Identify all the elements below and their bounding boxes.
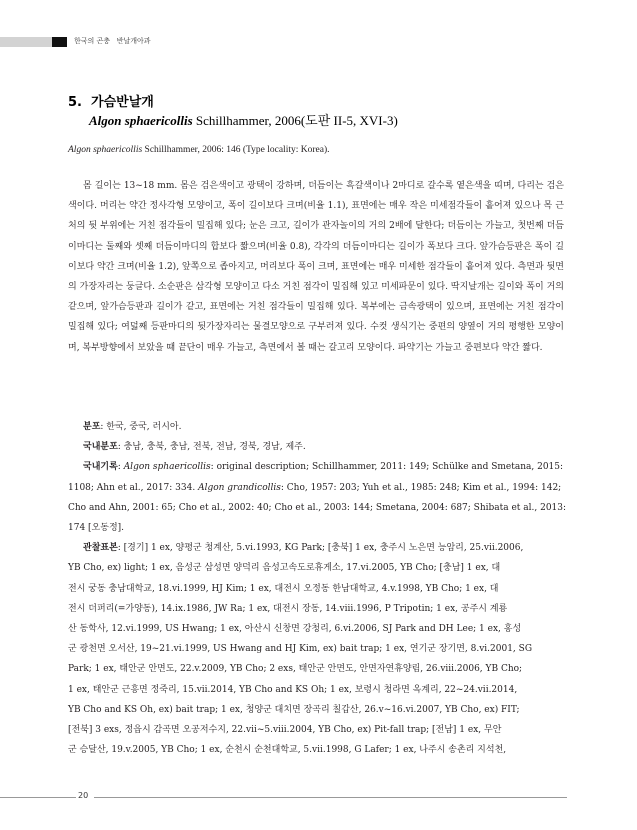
specimens-label: 관찰표본 xyxy=(83,543,118,554)
records-block xyxy=(68,417,567,760)
domestic-label: 국내분포 xyxy=(83,442,118,453)
description-block xyxy=(68,176,564,358)
running-head: 한국의 곤충 반날개아과 xyxy=(74,37,151,45)
specimens-text-1: : [경기] 1 ex, 양평군 청계산, 5.vi.1993, KG Park; [충북] 1 ex, 충주시 노은면 능암리, 25.vii.2006, xyxy=(117,543,524,554)
specimens-line: 1 ex, 태안군 근흥면 정죽리, 15.vii.2014, YB Cho and KS Oh; 1 ex, 보령시 청라면 옥계리, 22~24.vii.2014, xyxy=(68,684,518,695)
distribution-text: : 한국, 중국, 러시아. xyxy=(100,422,182,432)
domestic-distribution-line xyxy=(68,437,564,457)
specimens-line: Park; 1 ex, 태안군 안면도, 22.v.2009, YB Cho; 2 exs, 태안군 안면도, 안면자연휴양림, 26.viii.2006, YB Cho; xyxy=(68,664,523,675)
distribution-label: 분포 xyxy=(83,422,101,432)
distribution-line xyxy=(68,417,564,437)
citation-name: Algon sphaericollis xyxy=(68,145,143,155)
page-number: 20 xyxy=(76,791,94,800)
citation xyxy=(68,145,329,155)
scientific-name-line xyxy=(89,110,398,129)
header-gray-bar xyxy=(0,37,52,47)
specimens-line: 군 광천면 오서산, 19~21.vi.1999, US Hwang and HJ Kim, ex) bait trap; 1 ex, 연기군 장기면, 8.vi.2001, SG xyxy=(68,644,533,655)
records-text-2a: 1108; Ahn et al., 2017: 334. xyxy=(68,482,199,493)
records-label: 국내기록 xyxy=(83,462,118,473)
domestic-text: : 충남, 충북, 충남, 전북, 전남, 경북, 경남, 제주. xyxy=(117,442,306,453)
specimens-line: YB Cho, ex) light; 1 ex, 음성군 삼성면 양덕리 음성고속도로휴게소, 17.vi.2005, YB Cho; [충남] 1 ex, 대 xyxy=(68,563,501,574)
specimens-line: YB Cho and KS Oh, ex) bait trap; 1 ex, 청양군 대치면 장곡리 칠갑산, 26.v~16.vi.2007, YB Cho, ex) FIT; xyxy=(68,704,520,715)
description-paragraph: 몸 길이는 13~18 mm. 몸은 검은색이고 광택이 강하며, 더듬이는 흑갈색이나 2마디로 갈수록 옅은색을 띠며, 다리는 검은색이다. 머리는 약간 정사각형 모양이고, 폭이 길이보다 크며(비율 1.1), 표면에는 매우 작은 미세점각들이 흩어져 있으나 목 근처의 뒷 부위에는 거친 점각들이 밀집해 있다; 눈은 크고, 길이가 관자놀이의 거의 2배에 달한다; 더듬이는 가늘고, 첫번째 더듬이마디는 둘째와 셋째 더듬이마디의 합보다 짧으며(비율 0.8), 각각의 더듬이마디는 길이가 폭보다 크다. 앞가슴등판은 폭이 길이보다 약간 크며(비율 1.2), 앞쪽으로 좁아지고, 머리보다 폭이 크며, 표면에는 매우 미세한 점각들이 흩어져 있다. 측면과 뒷면의 가장자리는 둥글다. 소순판은 삼각형 모양이고 다소 거친 점각이 밀집해 있고 미세파문이 있다. 딱지날개는 길이와 폭이 거의 같으며, 앞가슴등판과 길이가 같고, 표면에는 거친 점각들이 밀집해 있다. 복부에는 금속광택이 있으며, 표면에는 거친 점각이 밀집해 있다; 여덟째 등판마디의 뒷가장자리는 물결모양으로 구부러져 있다. 수컷 생식기는 중편의 양옆이 거의 평행한 모양이며, 복부방향에서 보았을 때 끝단이 매우 가늘고, 측면에서 볼 때는 갈고리 모양이다. 파약기는 가늘고 중편보다 약간 짧다. xyxy=(68,181,564,353)
species-number: 5. xyxy=(68,95,82,110)
records-sep: : xyxy=(117,462,124,473)
author: Schillhammer, 2006 xyxy=(195,113,301,128)
specimens-line: 군 승달산, 19.v.2005, YB Cho; 1 ex, 순천시 순천대학교, 5.vii.1998, G Lafer; 1 ex, 나주시 송촌리 지석천, xyxy=(68,745,507,756)
records-line-4: 174 [오동정]. xyxy=(68,523,125,534)
specimens-line: 전시 더퍼리(=가양동), 14.ix.1986, JW Ra; 1 ex, 대전시 장동, 14.viii.1996, P Tripotin; 1 ex, 공주시 계룡 xyxy=(68,603,508,614)
records-line-1 xyxy=(68,457,564,477)
records-line-3: Cho and Ahn, 2001: 65; Cho et al., 2002: 40; Cho et al., 2003: 144; Smetana, 2004: 687; Shibata et al., 2013: xyxy=(68,502,567,513)
records-text-1: : original description; Schillhammer, 2011: 149; Schülke and Smetana, 2015: xyxy=(210,462,564,473)
specimens-line: 전시 궁동 충남대학교, 18.vi.1999, HJ Kim; 1 ex, 대전시 오정동 한남대학교, 4.v.1998, YB Cho; 1 ex, 대 xyxy=(68,583,499,594)
citation-rest: Schillhammer, 2006: 146 (Type locality: Korea). xyxy=(142,145,330,155)
records-name-2: Algon grandicollis xyxy=(198,482,281,493)
specimens-line-1 xyxy=(68,538,564,558)
korean-name: 가슴반날개 xyxy=(91,95,154,110)
header-black-block xyxy=(52,37,67,47)
records-line-2 xyxy=(68,478,564,498)
genus-name: Algon xyxy=(89,113,122,128)
species-heading xyxy=(68,91,154,110)
specimens-line: [전북] 3 exs, 정읍시 감곡면 오공저수지, 22.vii~5.viii.2004, YB Cho, ex) Pit-fall trap; [전남] 1 ex, 무안 xyxy=(68,725,502,736)
records-text-2b: : Cho, 1957: 203; Yuh et al., 1985: 248; Kim et al., 1994: 142; xyxy=(280,482,562,493)
plate-ref: (도판 II-5, XVI-3) xyxy=(300,113,398,128)
records-name-1: Algon sphaericollis xyxy=(123,462,211,473)
species-epithet: sphaericollis xyxy=(124,113,193,128)
specimens-line: 산 동학사, 12.vi.1999, US Hwang; 1 ex, 아산시 신창면 강청리, 6.vi.2006, SJ Park and DH Lee; 1 ex, 홍성 xyxy=(68,624,522,635)
